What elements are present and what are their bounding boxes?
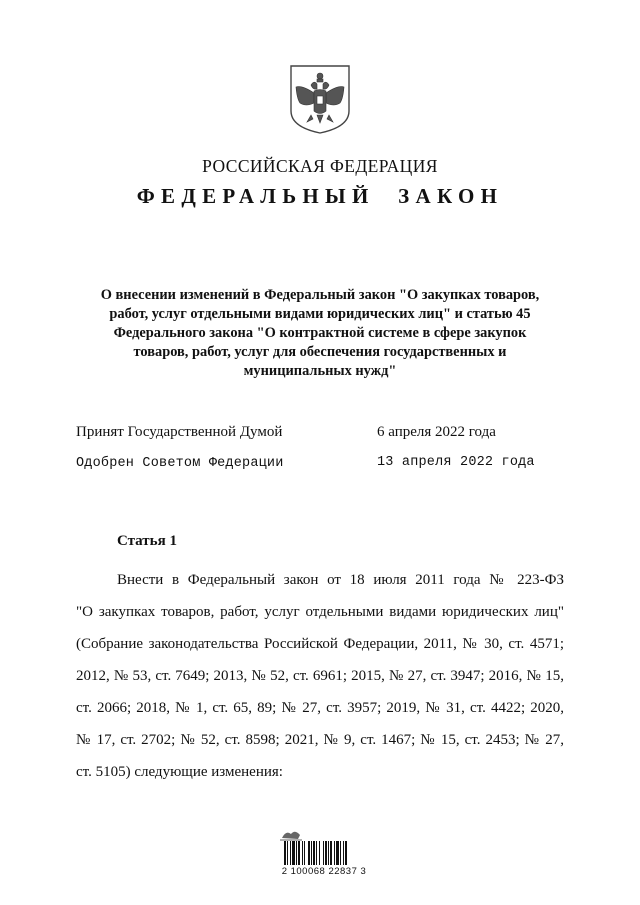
barcode-bar <box>308 841 310 865</box>
country-name: РОССИЙСКАЯ ФЕДЕРАЦИЯ <box>202 156 438 176</box>
barcode-bar <box>316 841 317 865</box>
barcode-bar <box>330 841 332 865</box>
state-emblem <box>288 63 352 135</box>
title-line: Федерального закона "О контрактной системе в сфере закупок <box>113 325 527 341</box>
article-text-line: (Собрание законодательства Российской Федерации, 2011, № 30, ст. 4571; <box>76 636 564 652</box>
council-approval-label: Одобрен Советом Федерации <box>76 456 284 471</box>
barcode-bar <box>340 841 341 865</box>
article-text-line: № 17, ст. 2702; № 52, ст. 8598; 2021, № 9, ст. 1467; № 15, ст. 2453; № 27, <box>76 732 564 748</box>
barcode-bar <box>328 841 329 865</box>
law-title <box>78 286 562 381</box>
title-line: товаров, работ, услуг для обеспечения государственных и <box>133 344 507 360</box>
barcode-bar <box>334 841 335 865</box>
barcode-bar <box>284 841 286 865</box>
article-text-line: 2012, № 53, ст. 7649; 2013, № 52, ст. 6961; 2015, № 27, ст. 3947; 2016, № 15, <box>76 668 564 684</box>
barcode-bar <box>311 841 312 865</box>
council-approval-date: 13 апреля 2022 года <box>377 455 535 470</box>
barcode-bar <box>343 841 344 865</box>
article-text-line: "О закупках товаров, работ, услуг отдельными видами юридических лиц" <box>76 604 564 620</box>
barcode-bar <box>298 841 300 865</box>
barcode-bar <box>336 841 339 865</box>
barcode-bar <box>325 841 327 865</box>
barcode-bar <box>313 841 315 865</box>
title-line: муниципальных нужд" <box>243 363 397 379</box>
article-heading: Статья 1 <box>117 533 177 549</box>
article-text-line: Внести в Федеральный закон от 18 июля 2011 года № 223-ФЗ <box>117 572 564 588</box>
barcode-bar <box>296 841 297 865</box>
duma-adoption-label: Принят Государственной Думой <box>76 424 283 440</box>
barcode-bar <box>287 841 288 865</box>
barcode-bar <box>292 841 295 865</box>
article-text-line: ст. 2066; 2018, № 1, ст. 65, 89; № 27, ст. 3957; 2019, № 31, ст. 4422; 2020, <box>76 700 564 716</box>
barcode-number: 2 100068 22837 3 <box>281 866 367 877</box>
title-line: О внесении изменений в Федеральный закон "О закупках товаров, <box>100 287 540 303</box>
barcode-bar <box>304 841 305 865</box>
printer-mark-icon <box>278 826 304 842</box>
barcode-bar <box>302 841 303 865</box>
barcode-bar <box>323 841 324 865</box>
duma-adoption-date: 6 апреля 2022 года <box>377 424 496 440</box>
barcode-bar <box>290 841 291 865</box>
barcode-bar <box>319 841 320 865</box>
title-line: работ, услуг отдельными видами юридических лиц" и статью 45 <box>109 306 531 322</box>
article-text-line: ст. 5105) следующие изменения: <box>76 764 283 780</box>
document-type: ФЕДЕРАЛЬНЫЙ ЗАКОН <box>136 184 504 208</box>
barcode-bar <box>345 841 347 865</box>
